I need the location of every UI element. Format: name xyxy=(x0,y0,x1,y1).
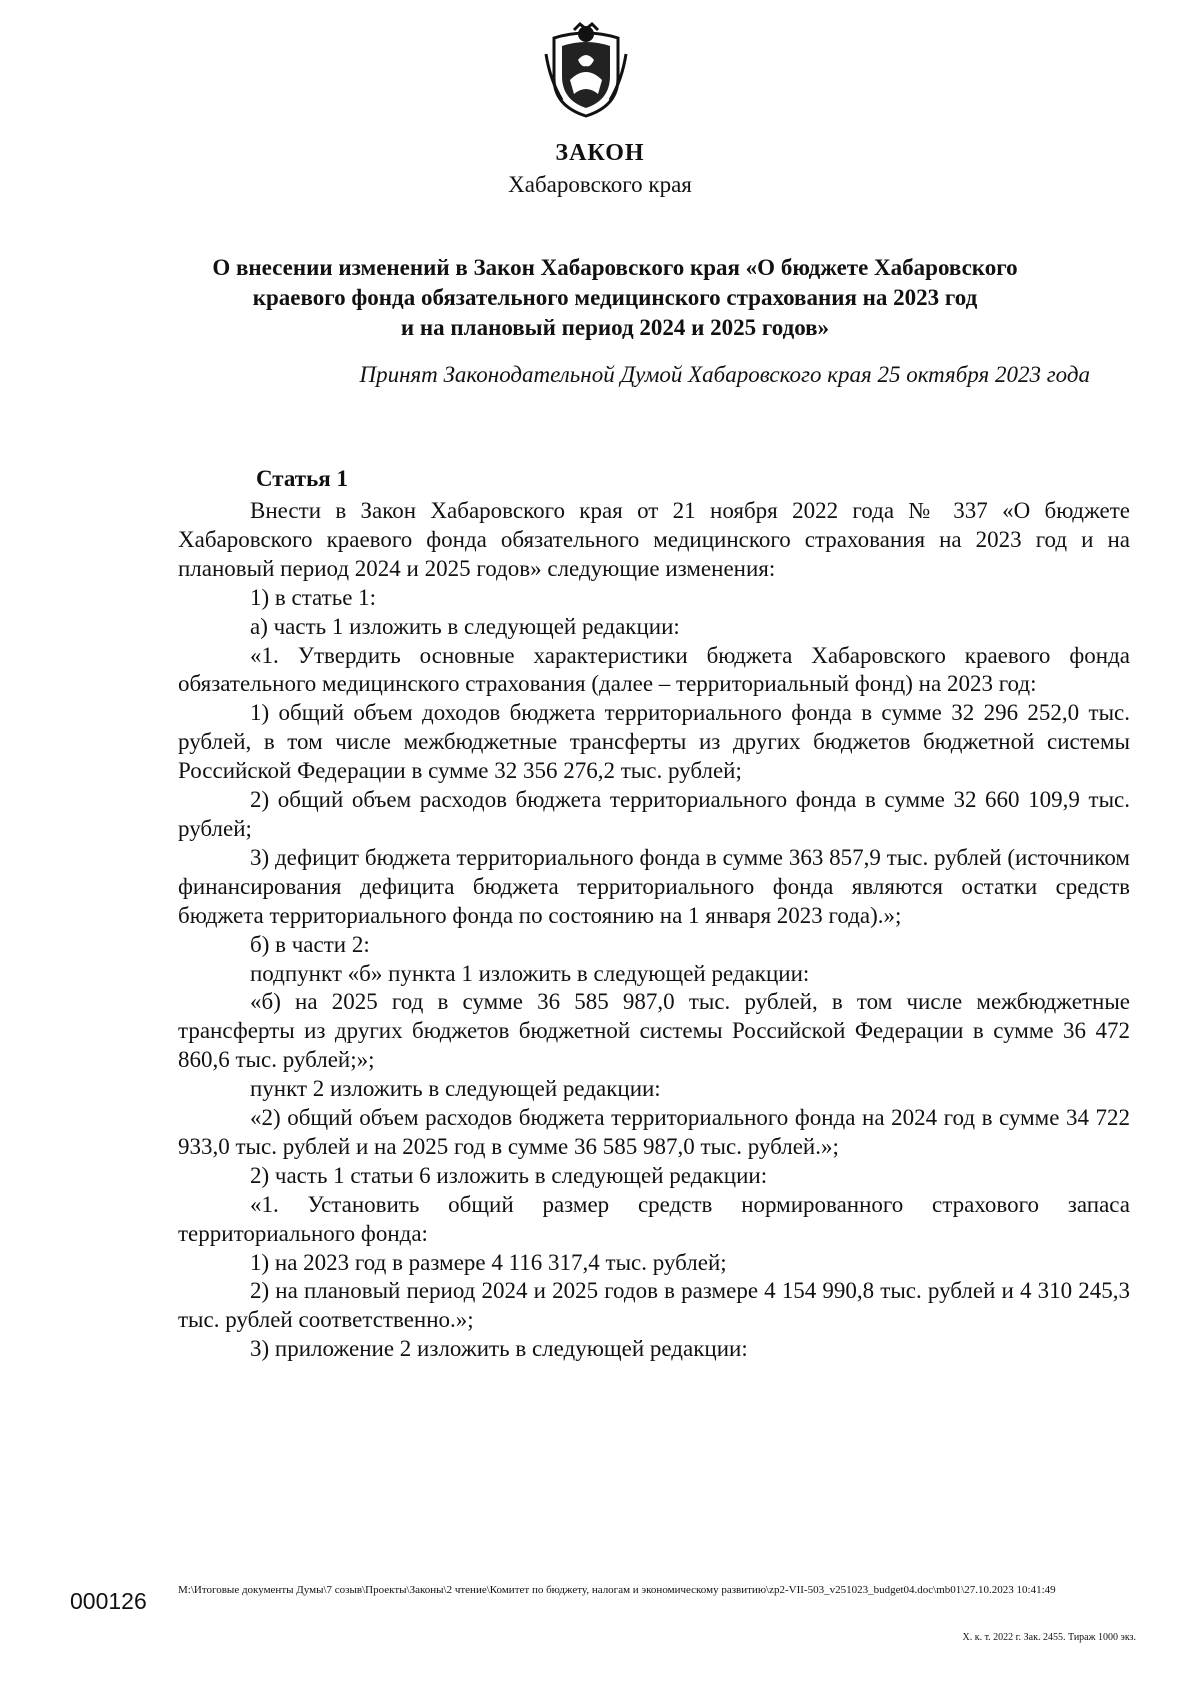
paragraph: подпункт «б» пункта 1 изложить в следующей редакции: xyxy=(250,960,810,986)
paragraph: 1) на 2023 год в размере 4 116 317,4 тыс. рублей; xyxy=(250,1249,727,1275)
paragraph: «1. Утвердить основные характеристики бюджета Хабаровского краевого фонда обязательного медицинского страхования (далее – территориальный фонд) на 2023 год: xyxy=(178,642,1130,697)
paragraph: б) в части 2: xyxy=(250,931,370,957)
law-heading xyxy=(150,253,1080,343)
paragraph: 1) общий объем доходов бюджета территориального фонда в сумме 32 296 252,0 тыс. рублей, в том числе межбюджетные трансферты из других бюджетов бюджетной системы Российской Федерации в сумме 32 356 276,2 тыс. рублей; xyxy=(178,700,1130,784)
article-body xyxy=(178,497,1130,1364)
paragraph: пункт 2 изложить в следующей редакции: xyxy=(250,1076,661,1102)
paragraph: «2) общий объем расходов бюджета территориального фонда на 2024 год в сумме 34 722 933,0 тыс. рублей и на 2025 год в сумме 36 585 987,0 тыс. рублей.»; xyxy=(178,1105,1130,1159)
paragraph: Внести в Закон Хабаровского края от 21 ноября 2022 года № 337 «О бюджете Хабаровского краевого фонда обязательного медицинского страхования на 2023 год и на плановый период 2024 и 2025 годов» следующие изменения: xyxy=(178,498,1130,581)
adoption-note: Принят Законодательной Думой Хабаровского края 25 октября 2023 года xyxy=(359,362,1090,387)
paragraph: 2) часть 1 статьи 6 изложить в следующей редакции: xyxy=(250,1162,768,1188)
article-title: Статья 1 xyxy=(256,466,348,491)
print-info: Х. к. т. 2022 г. Зак. 2455. Тираж 1000 экз. xyxy=(962,1632,1136,1643)
paragraph: а) часть 1 изложить в следующей редакции: xyxy=(250,613,680,639)
heading-line: краевого фонда обязательного медицинского страхования на 2023 год xyxy=(252,285,978,310)
registration-number: 000126 xyxy=(70,1588,147,1614)
region-name: Хабаровского края xyxy=(508,172,692,197)
paragraph: 1) в статье 1: xyxy=(250,584,377,610)
paragraph: «б) на 2025 год в сумме 36 585 987,0 тыс. рублей, в том числе межбюджетные трансферты из других бюджетов бюджетной системы Российской Федерации в сумме 36 472 860,6 тыс. рублей;»; xyxy=(178,989,1130,1073)
paragraph: «1. Установить общий размер средств нормированного страхового запаса территориального фонда: xyxy=(178,1191,1130,1246)
document-type-title: ЗАКОН xyxy=(555,140,645,166)
paragraph: 3) приложение 2 изложить в следующей редакции: xyxy=(250,1336,748,1362)
paragraph: 2) на плановый период 2024 и 2025 годов в размере 4 154 990,8 тыс. рублей и 4 310 245,3 тыс. рублей соответственно.»; xyxy=(178,1278,1130,1333)
paragraph: 3) дефицит бюджета территориального фонда в сумме 363 857,9 тыс. рублей (источником финансирования дефицита бюджета территориального фонда являются остатки средств бюджета территориального фонда по состоянию на 1 января 2023 года).»; xyxy=(178,844,1130,928)
coat-of-arms-icon xyxy=(540,20,632,118)
heading-line: и на плановый период 2024 и 2025 годов» xyxy=(400,315,830,340)
paragraph: 2) общий объем расходов бюджета территориального фонда в сумме 32 660 109,9 тыс. рублей; xyxy=(178,787,1130,841)
file-path-footer: М:\Итоговые документы Думы\7 созыв\Проекты\Законы\2 чтение\Комитет по бюджету, налогам и экономическому развитию\zp2-VII-503_v251023_budget04.doc\mb01\27.10.2023 10:41:49 xyxy=(178,1584,1056,1596)
heading-line: О внесении изменений в Закон Хабаровского края «О бюджете Хабаровского xyxy=(212,255,1018,280)
